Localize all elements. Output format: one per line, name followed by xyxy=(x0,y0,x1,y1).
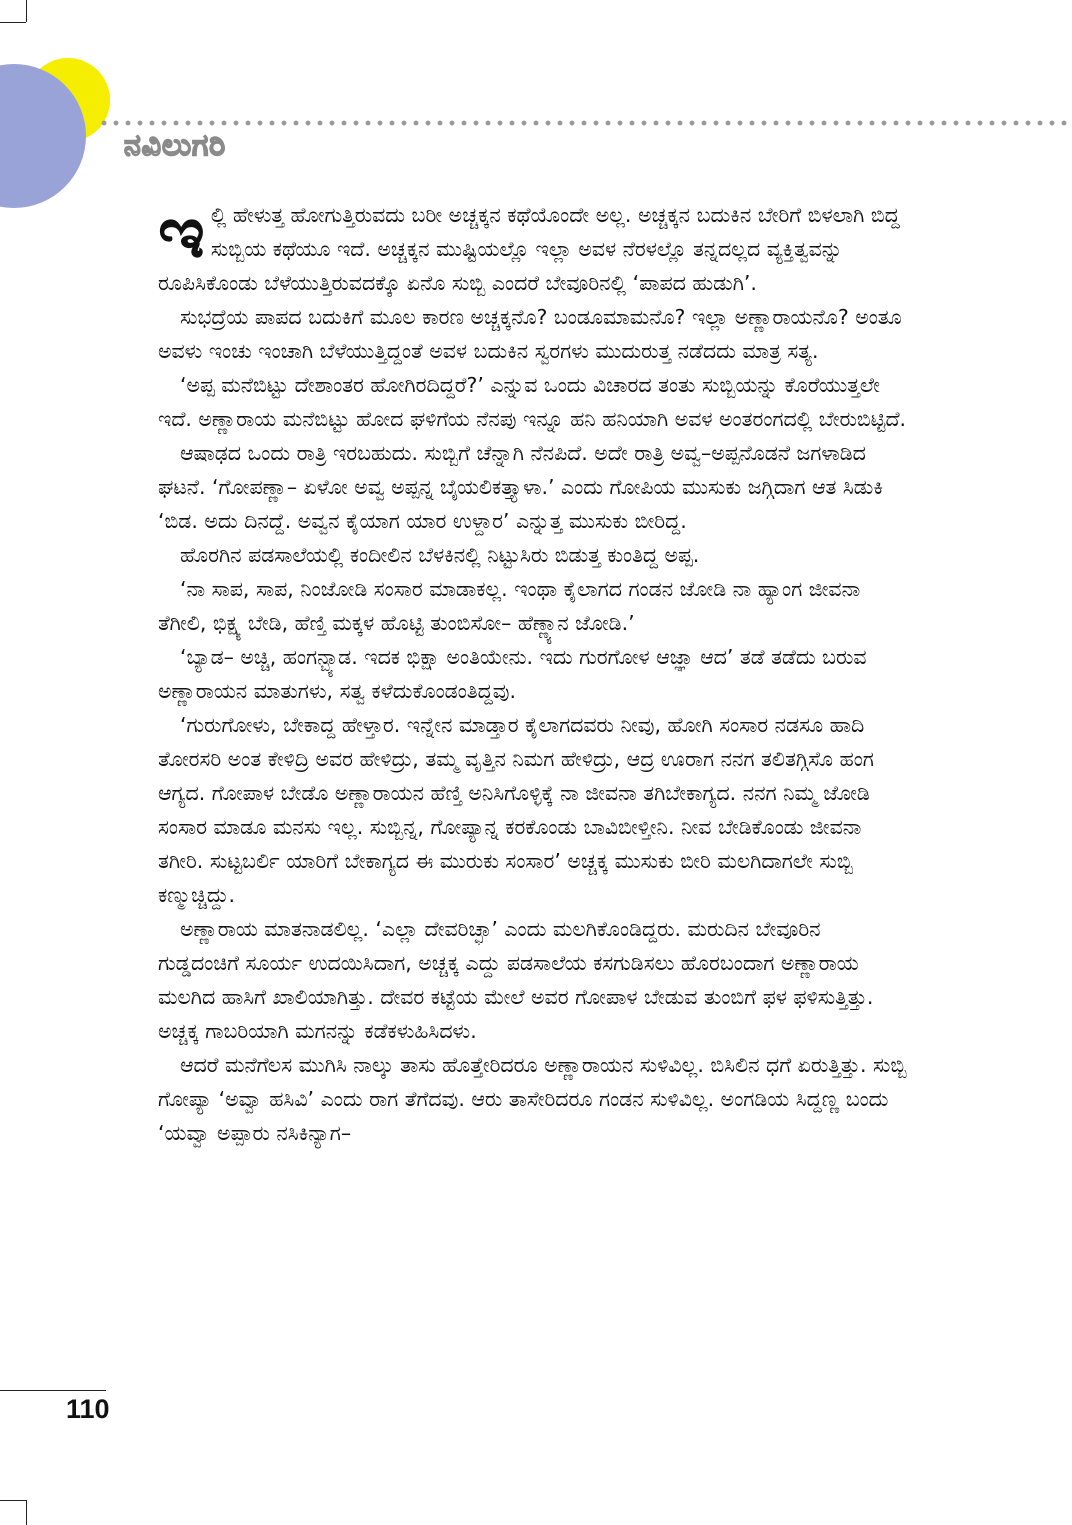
footer-rule xyxy=(0,1390,106,1391)
paragraph: ಆಷಾಢದ ಒಂದು ರಾತ್ರಿ ಇರಬಹುದು. ಸುಬ್ಬಿಗೆ ಚೆನ್ನಾಗಿ ನೆನಪಿದೆ. ಅದೇ ರಾತ್ರಿ ಅವ್ವ–ಅಪ್ಪನೊಡನೆ ಜಗಳಾಡಿದ ಘಟನೆ. ‘ಗೋಪಣ್ಣಾ– ಏಳೋ ಅವ್ವ ಅಪ್ಪನ್ನ ಬೈಯಲಿಕತ್ತ್ಯಾಳಾ.’ ಎಂದು ಗೋಪಿಯ ಮುಸುಕು ಜಗ್ಗಿದಾಗ ಆತ ಸಿಡುಕಿ ‘ಬಿಡ. ಅದು ದಿನದ್ದೆ. ಅವ್ವನ ಕೈಯಾಗ ಯಾರ ಉಳ್ದಾರ’ ಎನ್ನುತ್ತ ಮುಸುಕು ಬೀರಿದ್ದ. xyxy=(158,441,883,533)
paragraph: ‘ನಾ ಸಾಪ, ಸಾಪ, ನಿಂಜೋಡಿ ಸಂಸಾರ ಮಾಡಾಕಲ್ಲ. ಇಂಥಾ ಕೈಲಾಗದ ಗಂಡನ ಜೋಡಿ ನಾ ಹ್ಯಾಂಗ ಜೀವನಾ ತೆಗೀಲಿ, ಭಿಕ್ಷ್ಯ ಬೇಡಿ, ಹೆಣ್ತಿ ಮಕ್ಕಳ ಹೊಟ್ಟಿ ತುಂಬಿಸೋ– ಹೆಣ್ಣ್ಯಾನ ಜೋಡಿ.’ xyxy=(158,577,861,635)
crop-mark-top-horizontal xyxy=(0,22,26,23)
paragraph: ಅಣ್ಣಾರಾಯ ಮಾತನಾಡಲಿಲ್ಲ. ‘ಎಲ್ಲಾ ದೇವರಿಚ್ಛಾ’ ಎಂದು ಮಲಗಿಕೊಂಡಿದ್ದರು. ಮರುದಿನ ಬೇವೂರಿನ ಗುಡ್ಡದಂಚಿಗೆ ಸೂರ್ಯ ಉದಯಿಸಿದಾಗ, ಅಚ್ಚಕ್ಕ ಎದ್ದು ಪಡಸಾಲೆಯ ಕಸಗುಡಿಸಲು ಹೊರಬಂದಾಗ ಅಣ್ಣಾರಾಯ ಮಲಗಿದ ಹಾಸಿಗೆ ಖಾಲಿಯಾಗಿತ್ತು. ದೇವರ ಕಟ್ಟೆಯ ಮೇಲೆ ಅವರ ಗೋಪಾಳ ಬೇಡುವ ತುಂಬಿಗೆ ಫಳ ಫಳಿಸುತ್ತಿತ್ತು. ಅಚ್ಚಕ್ಕ ಗಾಬರಿಯಾಗಿ ಮಗನನ್ನು ಕಡೆಕಳುಹಿಸಿದಳು. xyxy=(158,917,874,1043)
paragraph: ‘ಗುರುಗೋಳು, ಬೇಕಾದ್ದ ಹೇಳ್ತಾರ. ಇನ್ನೇನ ಮಾಡ್ತಾರ ಕೈಲಾಗದವರು ನೀವು, ಹೋಗಿ ಸಂಸಾರ ನಡಸೂ ಹಾದಿ ತೋರಸರಿ ಅಂತ ಕೇಳಿದ್ರಿ ಅವರ ಹೇಳಿದ್ರು, ತಮ್ಮ ವೃತ್ತಿನ ನಿಮಗ ಹೇಳಿದ್ರು, ಆದ್ರ ಊರಾಗ ನನಗ ತಲಿತಗ್ಗಿಸೊ ಹಂಗ ಆಗ್ಯದ. ಗೋಪಾಳ ಬೇಡೊ ಅಣ್ಣಾರಾಯನ ಹೆಣ್ತಿ ಅನಿಸಿಗೊಳ್ಳಿಕ್ಕೆ ನಾ ಜೀವನಾ ತಗಿಬೇಕಾಗ್ಯದ. ನನಗ ನಿಮ್ಮ ಜೋಡಿ ಸಂಸಾರ ಮಾಡೂ ಮನಸು ಇಲ್ಲ. ಸುಬ್ಬಿನ್ನ, ಗೋಪ್ಯಾನ್ನ ಕರಕೊಂಡು ಬಾವಿಬೀಳ್ತೀನಿ. ನೀವ ಬೇಡಿಕೊಂಡು ಜೀವನಾ ತಗೀರಿ. ಸುಟ್ಟಬರ್ಲಿ ಯಾರಿಗೆ ಬೇಕಾಗ್ಯದ ಈ ಮುರುಕು ಸಂಸಾರ’ ಅಚ್ಚಕ್ಕ ಮುಸುಕು ಬೀರಿ ಮಲಗಿದಾಗಲೇ ಸುಬ್ಬಿ ಕಣ್ಮುಚ್ಚಿದ್ದು. xyxy=(158,713,874,907)
article-body xyxy=(158,190,908,1150)
paragraph: ‘ಅಪ್ಪ ಮನೆಬಿಟ್ಟು ದೇಶಾಂತರ ಹೋಗಿರದಿದ್ದರೆ?’ ಎನ್ನುವ ಒಂದು ವಿಚಾರದ ತಂತು ಸುಬ್ಬಿಯನ್ನು ಕೊರೆಯುತ್ತಲೇ ಇದೆ. ಅಣ್ಣಾರಾಯ ಮನೆಬಿಟ್ಟು ಹೋದ ಘಳಿಗೆಯ ನೆನಪು ಇನ್ನೂ ಹನಿ ಹನಿಯಾಗಿ ಅವಳ ಅಂತರಂಗದಲ್ಲಿ ಬೇರುಬಿಟ್ಟಿದೆ. xyxy=(158,373,907,431)
paragraph xyxy=(158,190,908,300)
paragraph-text: ಲ್ಲಿ ಹೇಳುತ್ತ ಹೋಗುತ್ತಿರುವದು ಬರೀ ಅಚ್ಚಕ್ಕನ ಕಥೆಯೊಂದೇ ಅಲ್ಲ. ಅಚ್ಚಕ್ಕನ ಬದುಕಿನ ಬೇರಿಗೆ ಬಿಳಲಾಗಿ ಬಿದ್ದ ಸುಬ್ಬಿಯ ಕಥೆಯೂ ಇದೆ. ಅಚ್ಚಕ್ಕನ ಮುಷ್ಟಿಯಲ್ಲೊ ಇಲ್ಲಾ ಅವಳ ನೆರಳಲ್ಲೊ ತನ್ನದಲ್ಲದ ವ್ಯಕ್ತಿತ್ವವನ್ನು ರೂಪಿಸಿಕೊಂಡು ಬೆಳೆಯುತ್ತಿರುವದಕ್ಕೊ ಏನೊ ಸುಬ್ಬಿ ಎಂದರೆ ಬೇವೂರಿನಲ್ಲಿ ‘ಪಾಪದ ಹುಡುಗಿ’. xyxy=(158,203,900,295)
drop-cap: ಇ xyxy=(158,190,205,274)
paragraph: ಸುಭದ್ರೆಯ ಪಾಪದ ಬದುಕಿಗೆ ಮೂಲ ಕಾರಣ ಅಚ್ಚಕ್ಕನೊ? ಬಂಡೂಮಾಮನೊ? ಇಲ್ಲಾ ಅಣ್ಣಾರಾಯನೊ? ಅಂತೂ ಅವಳು ಇಂಚು ಇಂಚಾಗಿ ಬೆಳೆಯುತ್ತಿದ್ದಂತೆ ಅವಳ ಬದುಕಿನ ಸ್ವರಗಳು ಮುದುರುತ್ತ ನಡೆದದು ಮಾತ್ರ ಸತ್ಯ. xyxy=(158,305,902,363)
crop-mark-bottom-horizontal xyxy=(0,1500,26,1501)
section-title: ನವಿಲುಗರಿ xyxy=(124,128,227,163)
page-number: 110 xyxy=(66,1394,110,1424)
paragraph: ಹೊರಗಿನ ಪಡಸಾಲೆಯಲ್ಲಿ ಕಂದೀಲಿನ ಬೆಳಕಿನಲ್ಲಿ ನಿಟ್ಟುಸಿರು ಬಿಡುತ್ತ ಕುಂತಿದ್ದ ಅಪ್ಪ. xyxy=(180,543,700,567)
paragraph: ಆದರೆ ಮನೆಗೆಲಸ ಮುಗಿಸಿ ನಾಲ್ಕು ತಾಸು ಹೊತ್ತೇರಿದರೂ ಅಣ್ಣಾರಾಯನ ಸುಳಿವಿಲ್ಲ. ಬಿಸಿಲಿನ ಧಗೆ ಏರುತ್ತಿತ್ತು. ಸುಬ್ಬಿ ಗೋಪ್ಯಾ ‘ಅವ್ವಾ ಹಸಿವಿ’ ಎಂದು ರಾಗ ತೆಗೆದವು. ಆರು ತಾಸೇರಿದರೂ ಗಂಡನ ಸುಳಿವಿಲ್ಲ. ಅಂಗಡಿಯ ಸಿದ್ದಣ್ಣ ಬಂದು ‘ಯವ್ವಾ ಅಪ್ಪಾರು ನಸಿಕಿನ್ಯಾಗ– xyxy=(158,1053,907,1145)
dotted-rule xyxy=(98,119,1072,127)
paragraph: ‘ಬ್ಯಾಡ– ಅಚ್ಚಿ, ಹಂಗನ್ಬ್ಯಾಡ. ಇದಕ ಭಿಕ್ಷಾ ಅಂತಿಯೇನು. ಇದು ಗುರಗೋಳ ಆಜ್ಞಾ ಆದ’ ತಡೆ ತಡೆದು ಬರುವ ಅಣ್ಣಾರಾಯನ ಮಾತುಗಳು, ಸತ್ವ ಕಳೆದುಕೊಂಡಂತಿದ್ದವು. xyxy=(158,645,867,703)
crop-mark-bottom-vertical xyxy=(26,1500,27,1525)
crop-mark-top-vertical xyxy=(26,0,27,22)
header-circles-decoration xyxy=(0,50,120,210)
